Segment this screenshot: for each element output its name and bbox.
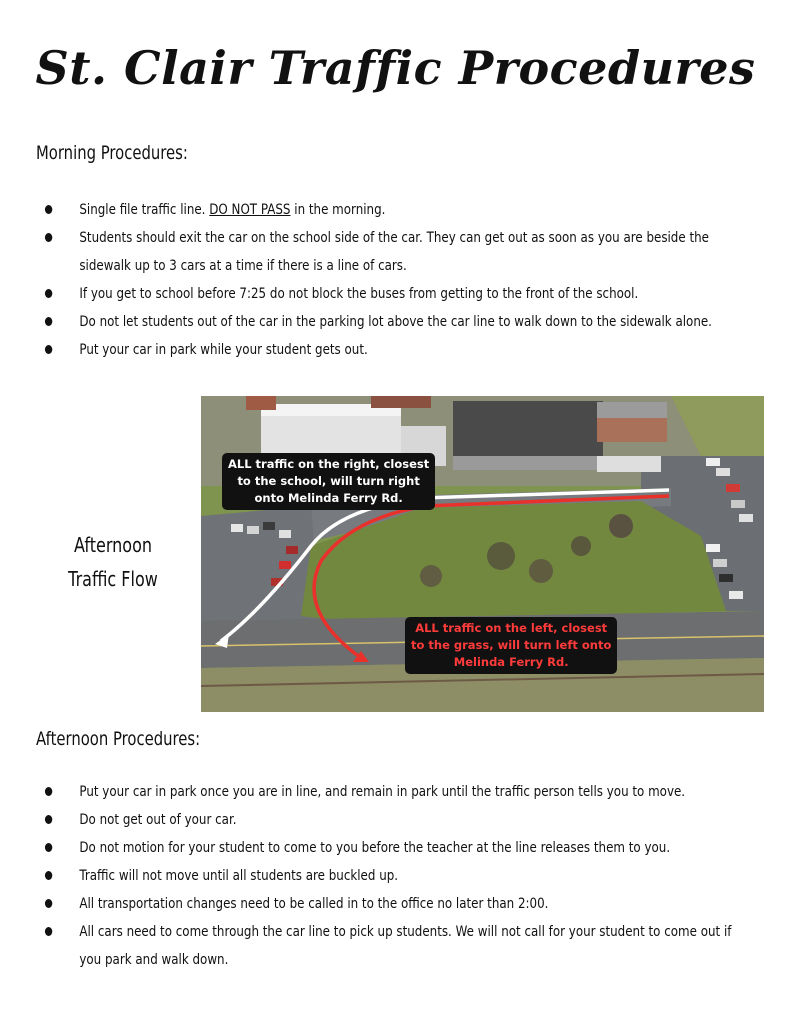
afternoon-traffic-flow-label: Afternoon Traffic Flow (68, 533, 158, 591)
list-item: Traffic will not move until all students are buckled up. (40, 862, 737, 890)
bullet-icon (45, 233, 52, 242)
afternoon-procedures-list (40, 778, 737, 974)
bullet-icon (45, 843, 52, 852)
bullet-icon (45, 345, 52, 354)
list-item: If you get to school before 7:25 do not block the buses from getting to the front of the school. (40, 280, 737, 308)
list-item: Do not let students out of the car in the parking lot above the car line to walk down to the sidewalk alone. (40, 308, 737, 336)
list-item: Single file traffic line. DO NOT PASS in the morning. (40, 196, 737, 224)
bullet-icon (45, 205, 52, 214)
bullet-icon (45, 899, 52, 908)
list-item: Do not motion for your student to come to you before the teacher at the line releases them to you. (40, 834, 737, 862)
do-not-pass-emphasis: DO NOT PASS (209, 202, 291, 218)
bullet-icon (45, 871, 52, 880)
bullet-icon (45, 317, 52, 326)
list-item: Put your car in park once you are in line, and remain in park until the traffic person tells you to move. (40, 778, 737, 806)
list-item: Put your car in park while your student gets out. (40, 336, 737, 364)
page-title: St. Clair Traffic Procedures (35, 41, 756, 95)
morning-procedures-list (40, 196, 737, 364)
list-item: Do not get out of your car. (40, 806, 737, 834)
list-item: Students should exit the car on the school side of the car. They can get out as soon as you are beside the sidewalk up to 3 cars at a time if there is a line of cars. (40, 224, 737, 280)
afternoon-procedures-heading: Afternoon Procedures: (36, 728, 201, 750)
list-item: All transportation changes need to be called in to the office no later than 2:00. (40, 890, 737, 918)
list-item: All cars need to come through the car line to pick up students. We will not call for your student to come out if you park and walk down. (40, 918, 737, 974)
bullet-icon (45, 815, 52, 824)
bullet-icon (45, 927, 52, 936)
right-turn-callout: ALL traffic on the right, closest to the school, will turn right onto Melinda Ferry Rd. (222, 453, 435, 510)
morning-procedures-heading: Morning Procedures: (36, 142, 188, 164)
bullet-icon (45, 787, 52, 796)
left-turn-callout: ALL traffic on the left, closest to the grass, will turn left onto Melinda Ferry Rd. (405, 617, 617, 674)
bullet-icon (45, 289, 52, 298)
